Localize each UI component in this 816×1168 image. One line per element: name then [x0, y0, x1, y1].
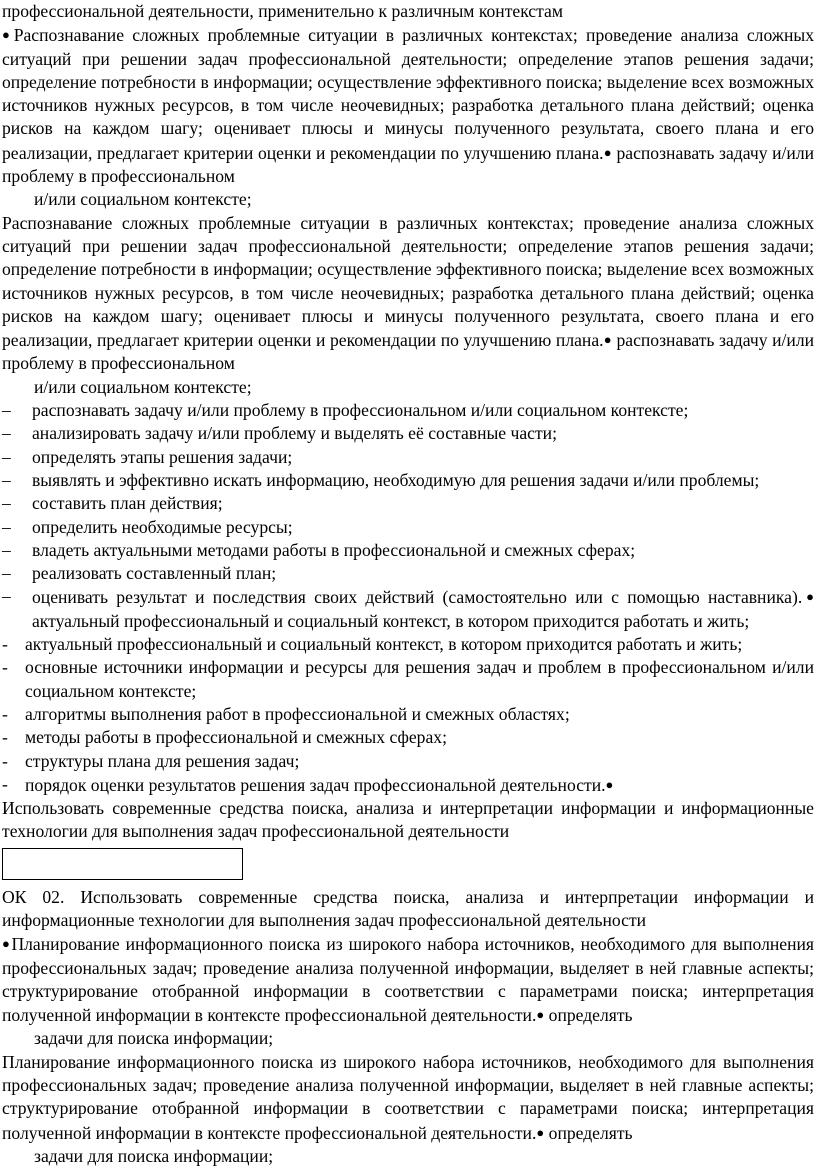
dash-icon: – — [2, 446, 11, 467]
bullet-icon: ● — [536, 1124, 545, 1140]
bullet-icon: ● — [2, 936, 12, 952]
list-item: – реализовать составленный план; — [2, 562, 814, 585]
list-item: - алгоритмы выполнения работ в профессиональной и смежных областях; — [2, 703, 814, 726]
bullet-icon: ● — [603, 144, 612, 160]
paragraph-criteria-4-cont: задачи для поиска информации; — [34, 1145, 274, 1166]
hyphen-icon: - — [2, 703, 8, 724]
bullet-icon: ● — [536, 1007, 545, 1023]
paragraph-criteria-1: ●Распознавание сложных проблемные ситуации в различных контекстах; проведение анализа сложных ситуаций при решении задач профессиональной деятельности; определение этапов решения задачи; определение потребности в информации; осуществление эффективного поиска; выделение всех возможных источников нужных ресурсов, в том числе неочевидных; разработка детального плана действий; оценка рисков на каждом шагу; оценивает плюсы и минусы полученного результата, своего плана и его реализации, предлагает критерии оценки и рекомендации по улучшению плана.● распознавать задачу и/или проблему в профессиональном — [2, 25, 815, 187]
knowledge-list — [2, 633, 814, 797]
dash-icon: – — [2, 539, 11, 560]
list-item: – составить план действия; — [2, 492, 814, 515]
list-item: - порядок оценки результатов решения задач профессиональной деятельности.● — [2, 773, 814, 797]
dash-icon: – — [2, 423, 11, 444]
dash-icon: – — [2, 400, 11, 421]
list-item: - структуры плана для решения задач; — [2, 750, 814, 773]
bullet-icon: ● — [605, 776, 614, 792]
paragraph-criteria-2-cont: и/или социальном контексте; — [34, 376, 252, 397]
hyphen-icon: - — [2, 773, 8, 794]
dash-icon: – — [2, 493, 11, 514]
paragraph-criteria-2: Распознавание сложных проблемные ситуации в различных контекстах; проведение анализа сложных ситуаций при решении задач профессиональной деятельности; определение этапов решения задачи; определение потребности в информации; осуществление эффективного поиска; выделение всех возможных источников нужных ресурсов, в том числе неочевидных; разработка детального плана действий; оценка рисков на каждом шагу; оценивает плюсы и минусы полученного результата, своего плана и его реализации, предлагает критерии оценки и рекомендации по улучшению плана.● распознавать задачу и/или проблему в профессиональном — [2, 212, 815, 374]
list-item: – анализировать задачу и/или проблему и выделять её составные части; — [2, 422, 814, 445]
hyphen-icon: - — [2, 657, 8, 678]
hyphen-icon: - — [2, 727, 8, 748]
skills-list — [2, 399, 814, 633]
paragraph-criteria-3: ●Планирование информационного поиска из широкого набора источников, необходимого для выполнения профессиональных задач; проведение анализа полученной информации, выделяет в ней главные аспекты; структурирование отобранной информации в соответствии с параметрами поиска; интерпретация полученной информации в контексте профессиональной деятельности.● определять — [2, 934, 814, 1026]
list-item: – выявлять и эффективно искать информацию, необходимую для решения задачи и/или проблемы; — [2, 469, 814, 492]
dash-icon: – — [2, 586, 11, 607]
list-item: – владеть актуальными методами работы в профессиональной и смежных сферах; — [2, 539, 814, 562]
paragraph-criteria-3-cont: задачи для поиска информации; — [34, 1028, 274, 1049]
hyphen-icon: - — [2, 634, 8, 655]
bullet-icon: ● — [2, 27, 14, 43]
hyphen-icon: - — [2, 750, 8, 771]
list-item: – оценивать результат и последствия своих действий (самостоятельно или с помощью наставника).● актуальный профессиональный и социальный контекст, в котором приходится работать и жить; — [2, 585, 814, 633]
empty-table-cell — [2, 848, 243, 880]
paragraph-ok02-heading: ОК 02. Использовать современные средства поиска, анализа и интерпретации информации и информационные технологии для выполнения задач профессиональной деятельности — [2, 886, 814, 930]
dash-icon: – — [2, 516, 11, 537]
paragraph-criteria-1-cont: и/или социальном контексте; — [34, 189, 252, 210]
list-item: - основные источники информации и ресурсы для решения задач и проблем в профессиональном и/или социальном контексте; — [2, 656, 814, 703]
dash-icon: – — [2, 469, 11, 490]
bullet-icon: ● — [603, 332, 612, 348]
bullet-icon: ● — [802, 589, 814, 605]
paragraph-ok02-short: Использовать современные средства поиска, анализа и интерпретации информации и информационные технологии для выполнения задач профессиональной деятельности — [2, 798, 814, 842]
list-item: – распознавать задачу и/или проблему в профессиональном и/или социальном контексте; — [2, 399, 814, 422]
list-item: – определять этапы решения задачи; — [2, 446, 814, 469]
list-item: - актуальный профессиональный и социальный контекст, в котором приходится работать и жить; — [2, 633, 814, 656]
list-item: – определить необходимые ресурсы; — [2, 516, 814, 539]
dash-icon: – — [2, 563, 11, 584]
paragraph-criteria-4: Планирование информационного поиска из широкого набора источников, необходимого для выполнения профессиональных задач; проведение анализа полученной информации, выделяет в ней главные аспекты; структурирование отобранной информации в соответствии с параметрами поиска; интерпретация полученной информации в контексте профессиональной деятельности.● определять — [2, 1051, 814, 1143]
list-item: - методы работы в профессиональной и смежных сферах; — [2, 726, 814, 749]
paragraph-intro: профессиональной деятельности, применительно к различным контекстам — [2, 1, 563, 21]
